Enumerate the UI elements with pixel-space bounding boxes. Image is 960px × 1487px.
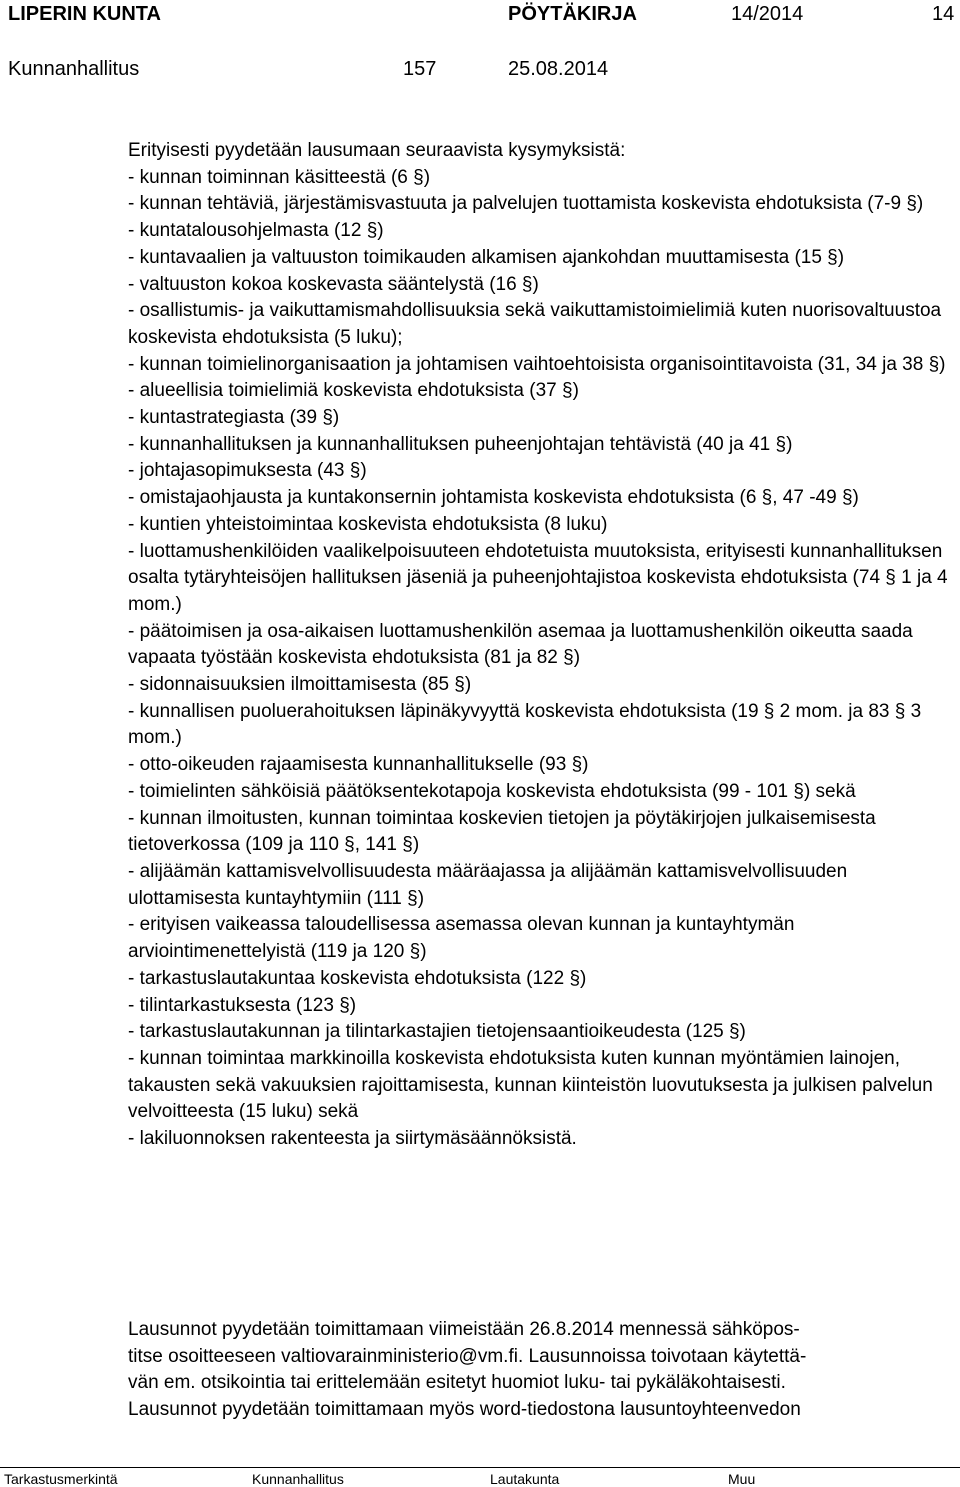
list-item: - luottamushenkilöiden vaalikelpoisuuteen ehdotetuista muutoksista, erityisesti kunnanhallituksen osalta tytäryhteisöjen hallituksen jäseniä ja puheenjohtajistoa koskevista ehdotuksista (74 § 1 ja 4 mom.): [128, 540, 948, 615]
list-item: - tarkastuslautakuntaa koskevista ehdotuksista (122 §): [128, 967, 587, 989]
list-item: - toimielinten sähköisiä päätöksentekotapoja koskevista ehdotuksista (99 - 101 §) sekä: [128, 780, 856, 802]
list-item: - lakiluonnoksen rakenteesta ja siirtymäsäännöksistä.: [128, 1128, 577, 1150]
paragraph-line: Lausunnot pyydetään toimittamaan viimeistään 26.8.2014 mennessä sähköpos-: [128, 1319, 800, 1340]
list-item: - valtuuston kokoa koskevasta sääntelystä (16 §): [128, 273, 539, 295]
footer-bar: [0, 1467, 960, 1487]
list-item: - kunnan toiminnan käsitteestä (6 §): [128, 166, 431, 188]
page-number: 14: [932, 3, 955, 25]
list-item: - kunnan tehtäviä, järjestämisvastuuta ja palvelujen tuottamista koskevista ehdotuksista (7-9 §): [128, 193, 924, 215]
list-item: - otto-oikeuden rajaamisesta kunnanhallitukselle (93 §): [128, 754, 589, 776]
document-type: PÖYTÄKIRJA: [508, 3, 637, 25]
list-item: - kunnanhallituksen ja kunnanhallituksen puheenjohtajan tehtävistä (40 ja 41 §): [128, 433, 793, 455]
list-item: - kuntastrategiasta (39 §): [128, 407, 340, 429]
list-item: - tarkastuslautakunnan ja tilintarkastajien tietojensaantioikeudesta (125 §): [128, 1021, 746, 1043]
intro-line: Erityisesti pyydetään lausumaan seuraavista kysymyksistä:: [128, 140, 626, 161]
question-list: [128, 138, 956, 1153]
list-item: - erityisen vaikeassa taloudellisessa asemassa olevan kunnan ja kuntayhtymän arviointimenettelyistä (119 ja 120 §): [128, 914, 795, 963]
list-item: - alijäämän kattamisvelvollisuudesta määräajassa ja alijäämän kattamisvelvollisuuden ulottamisesta kuntayhtymiin (111 §): [128, 860, 848, 909]
meeting-date: 25.08.2014: [508, 58, 609, 80]
submission-paragraph: [128, 1317, 956, 1424]
meeting-body: Kunnanhallitus: [8, 58, 140, 80]
list-item: - johtajasopimuksesta (43 §): [128, 460, 367, 482]
list-item: - kuntatalousohjelmasta (12 §): [128, 220, 384, 242]
section-number: 157: [403, 58, 437, 80]
paragraph-line: Lausunnot pyydetään toimittamaan myös word-tiedostona lausuntoyhteenvedon: [128, 1399, 801, 1421]
list-item: - kuntavaalien ja valtuuston toimikauden alkamisen ajankohdan muuttamisesta (15 §): [128, 246, 845, 268]
list-item: - omistajaohjausta ja kuntakonsernin johtamista koskevista ehdotuksista (6 §, 47 -49 §): [128, 487, 859, 509]
list-item: - alueellisia toimielimiä koskevista ehdotuksista (37 §): [128, 380, 579, 402]
list-item: - päätoimisen ja osa-aikaisen luottamushenkilön asemaa ja luottamushenkilön oikeutta saada vapaata työstään koskevista ehdotuksista (81 ja 82 §): [128, 620, 913, 669]
list-item: - kunnan toimintaa markkinoilla koskevista ehdotuksista kuten kunnan myöntämien lainojen, takausten sekä vakuuksien rajoittamisesta, kunnan kiinteistön luovutuksesta ja julkisen palvelun velvoitteesta (15 luku) sekä: [128, 1047, 933, 1123]
list-item: - osallistumis- ja vaikuttamismahdollisuuksia sekä vaikuttamistoimielimiä kuten nuorisovaltuustoa koskevista ehdotuksista (5 luku);: [128, 300, 942, 348]
list-item: - kunnallisen puoluerahoituksen läpinäkyvyyttä koskevista ehdotuksista (19 § 2 mom. ja 83 § 3 mom.): [128, 700, 922, 749]
footer-board-label: Kunnanhallitus: [252, 1471, 344, 1487]
list-item: - kuntien yhteistoimintaa koskevista ehdotuksista (8 luku): [128, 513, 608, 535]
list-item: - kunnan toimielinorganisaation ja johtamisen vaihtoehtoisista organisointitavoista (31, 34 ja 38 §): [128, 353, 946, 375]
footer-committee-label: Lautakunta: [490, 1471, 560, 1487]
list-item: - kunnan ilmoitusten, kunnan toimintaa koskevien tietojen ja pöytäkirjojen julkaisemisesta tietoverkossa (109 ja 110 §, 141 §): [128, 807, 876, 856]
paragraph-line: titse osoitteeseen valtiovarainministerio@vm.fi. Lausunnoissa toivotaan käytettä-: [128, 1345, 807, 1367]
list-item: - sidonnaisuuksien ilmoittamisesta (85 §): [128, 674, 472, 696]
municipality-name: LIPERIN KUNTA: [8, 3, 161, 25]
footer-checkmark-label: Tarkastusmerkintä: [4, 1471, 118, 1487]
paragraph-line: vän em. otsikointia tai erittelemään esitetyt huomiot luku- tai pykäläkohtaisesti.: [128, 1372, 786, 1394]
footer-other-label: Muu: [728, 1471, 756, 1487]
document-number: 14/2014: [731, 3, 804, 25]
list-item: - tilintarkastuksesta (123 §): [128, 994, 357, 1016]
